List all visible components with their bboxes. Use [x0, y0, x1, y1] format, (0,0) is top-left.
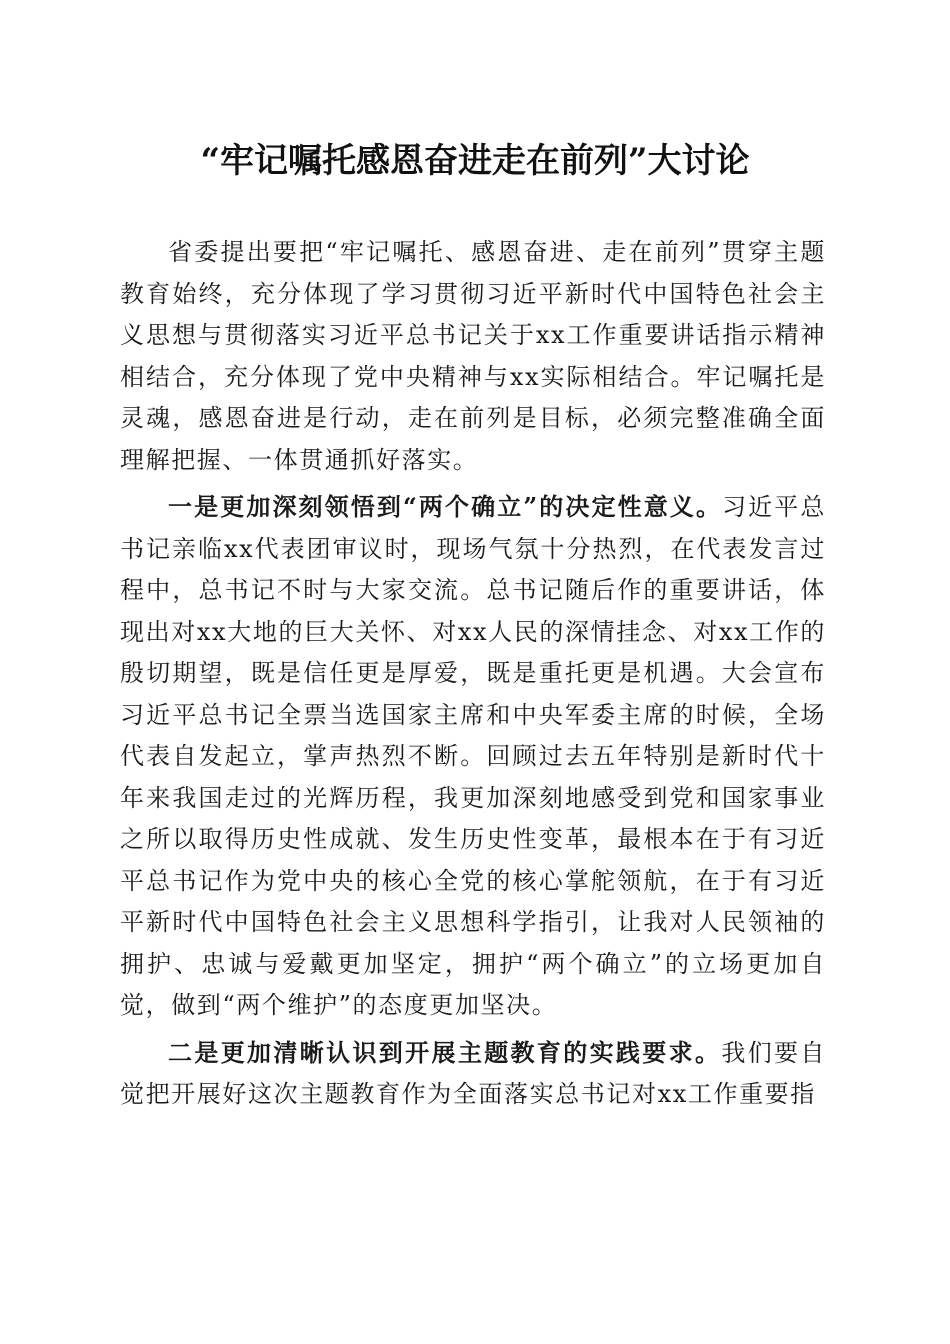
paragraph-lead: 二是更加清晰认识到开展主题教育的实践要求。	[168, 1037, 722, 1067]
paragraph-text: 习近平总书记亲临xx代表团审议时，现场气氛十分热烈，在代表发言过程中，总书记不时与大家交流。总书记随后作的重要讲话，体现出对xx大地的巨大关怀、对xx人民的深情挂念、对xx工作的殷切期望，既是信任更是厚爱，既是重托更是机遇。大会宣布习近平总书记全票当选国家主席和中央军委主席的时候，全场代表自发起立，掌声热烈不断。回顾过去五年特别是新时代十年来我国走过的光辉历程，我更加深刻地感受到党和国家事业之所以取得历史性成就、发生历史性变革，最根本在于有习近平总书记作为党中央的核心全党的核心掌舵领航，在于有习近平新时代中国特色社会主义思想科学指引，让我对人民领袖的拥护、忠诚与爱戴更加坚定，拥护“两个确立”的立场更加自觉，做到“两个维护”的态度更加坚决。	[120, 493, 826, 1019]
paragraph-point-one	[120, 486, 826, 1027]
paragraph-text: 省委提出要把“牢记嘱托、感恩奋进、走在前列”贯穿主题教育始终，充分体现了学习贯彻习近平新时代中国特色社会主义思想与贯彻落实习近平总书记关于xx工作重要讲话指示精神相结合，充分体现了党中央精神与xx实际相结合。牢记嘱托是灵魂，感恩奋进是行动，走在前列是目标，必须完整准确全面理解把握、一体贯通抓好落实。	[120, 238, 826, 474]
paragraph-lead: 一是更加深刻领悟到“两个确立”的决定性意义。	[168, 492, 723, 521]
paragraph-point-two	[120, 1032, 826, 1116]
paragraph-intro	[120, 232, 826, 481]
document-title: “牢记嘱托感恩奋进走在前列”大讨论	[200, 141, 750, 181]
paragraph-text: 我们要自觉把开展好这次主题教育作为全面落实总书记对xx工作重要指	[120, 1038, 826, 1108]
document-body	[120, 232, 826, 1121]
